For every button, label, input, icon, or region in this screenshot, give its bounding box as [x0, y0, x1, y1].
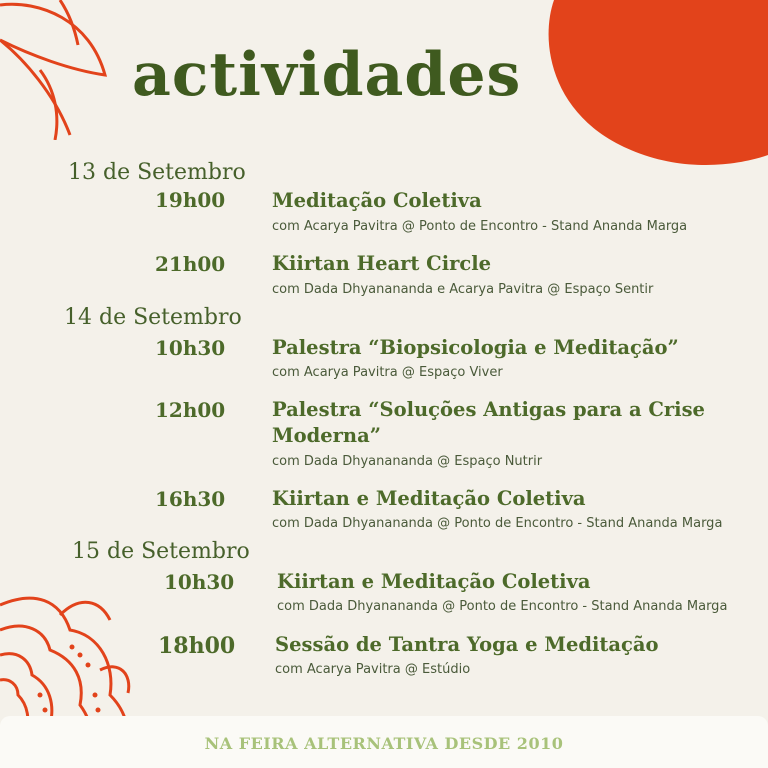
event-detail: com Acarya Pavitra @ Espaço Viver	[272, 365, 503, 380]
event-title: Palestra “Biopsicologia e Meditação”	[272, 336, 679, 359]
orange-blob-top-right	[540, 0, 768, 170]
event-title: Kiirtan e Meditação Coletiva	[277, 570, 591, 593]
day-label: 15 de Setembro	[72, 539, 250, 564]
event-title: Meditação Coletiva	[272, 189, 482, 212]
event-detail: com Dada Dhyanananda @ Ponto de Encontro - Stand Ananda Marga	[277, 599, 728, 614]
event-time: 16h30	[155, 487, 226, 511]
event-detail: com Acarya Pavitra @ Ponto de Encontro - Stand Ananda Marga	[272, 219, 688, 234]
event-detail: com Dada Dhyanananda @ Espaço Nutrir	[272, 454, 543, 469]
event-title-line2: Moderna”	[272, 424, 381, 447]
event-title: Sessão de Tantra Yoga e Meditação	[275, 633, 659, 656]
footer-text: NA FEIRA ALTERNATIVA DESDE 2010	[204, 734, 564, 753]
day-label: 14 de Setembro	[64, 305, 242, 330]
event-detail: com Dada Dhyanananda @ Ponto de Encontro - Stand Ananda Marga	[272, 516, 723, 531]
event-time: 21h00	[155, 252, 226, 276]
event-title: Palestra “Soluções Antigas para a Crise	[272, 398, 705, 421]
event-time: 12h00	[155, 398, 226, 422]
day-label: 13 de Setembro	[68, 160, 246, 185]
event-time: 19h00	[155, 188, 226, 212]
event-detail: com Acarya Pavitra @ Estúdio	[275, 662, 471, 677]
event-time: 18h00	[158, 633, 236, 659]
event-time: 10h30	[164, 570, 235, 594]
event-title: Kiirtan Heart Circle	[272, 252, 492, 275]
event-title: Kiirtan e Meditação Coletiva	[272, 487, 586, 510]
page-title: actividades	[132, 40, 522, 110]
event-time: 10h30	[155, 336, 226, 360]
flower-outline-top-left	[0, 0, 140, 140]
event-detail: com Dada Dhyanananda e Acarya Pavitra @ Espaço Sentir	[272, 282, 654, 297]
